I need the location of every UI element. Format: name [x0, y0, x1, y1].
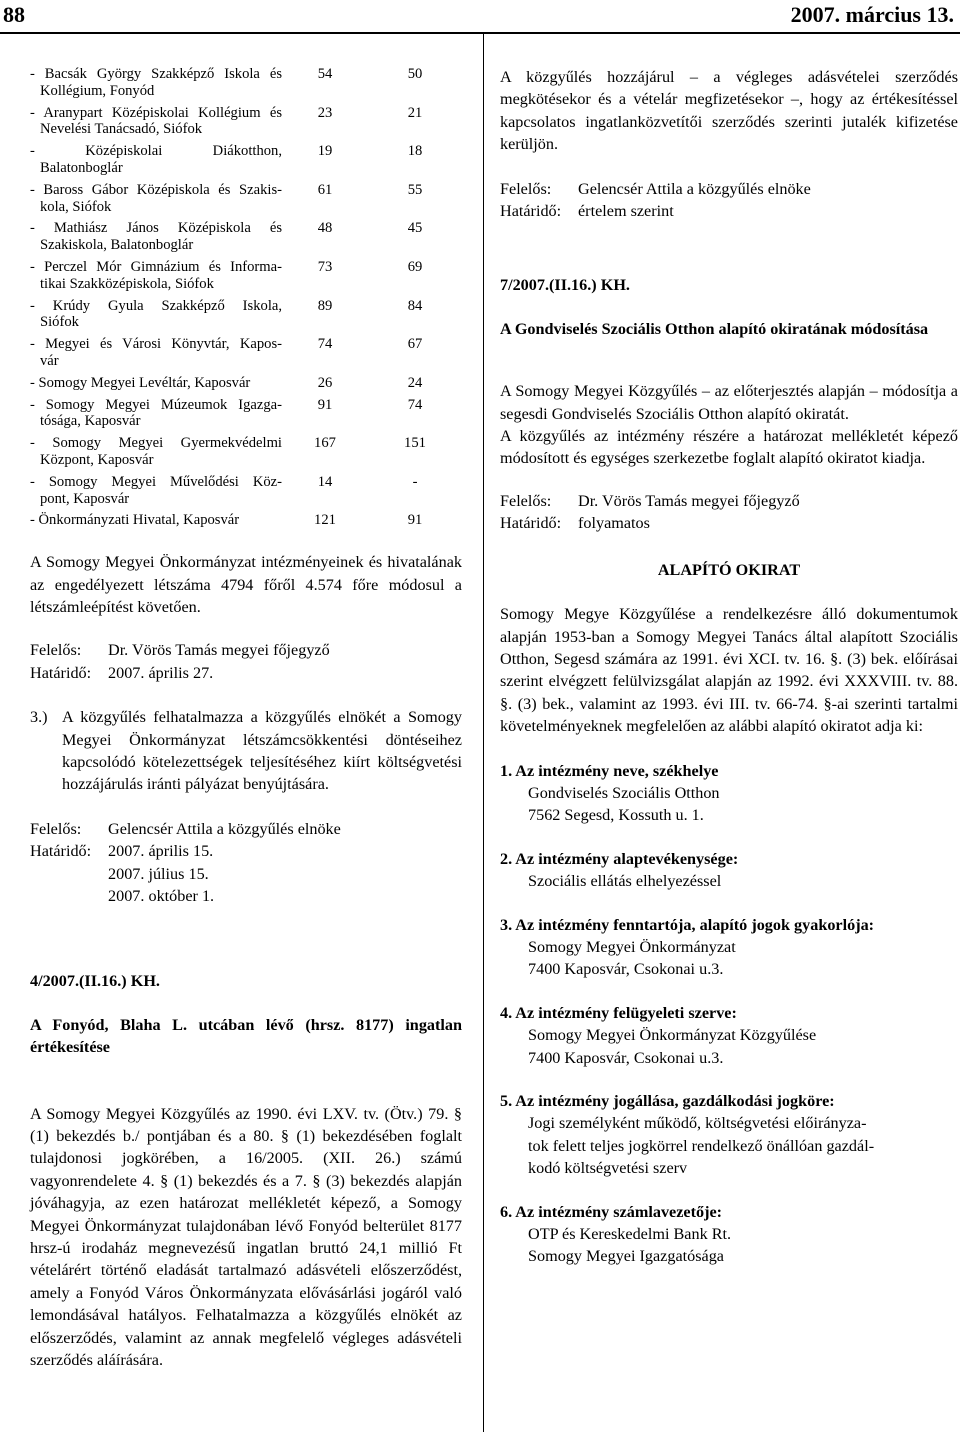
staff-value-after: 67 — [407, 336, 423, 353]
institution-name-line: Balatonboglár — [40, 159, 123, 176]
charter-section-line: 7562 Segesd, Kossuth u. 1. — [528, 806, 704, 825]
left-column — [30, 66, 462, 1372]
responsible-value: Dr. Vörös Tamás megyei főjegyző — [108, 641, 330, 660]
charter-section-line: 7400 Kaposvár, Csokonai u.3. — [528, 960, 724, 979]
charter-section-line: Szociális ellátás elhelyezéssel — [528, 872, 722, 891]
issue-paragraph: A közgyűlés az intézmény részére a határozat mellékletét képező módosított és egységes szerkezetbe foglalt alapító okiratot kiadja. — [500, 427, 958, 468]
institution-name-line: kola, Siófok — [40, 198, 112, 215]
staff-value-before: 61 — [317, 181, 333, 198]
responsible-label: Felelős: — [500, 491, 552, 510]
staff-value-after: 69 — [407, 258, 423, 275]
charter-section-title: 2. Az intézmény alaptevékenysége: — [500, 849, 739, 868]
page-number: 88 — [3, 2, 25, 27]
institution-name — [30, 474, 282, 508]
responsible-block-2 — [30, 818, 462, 908]
staff-value-before: 26 — [317, 374, 333, 391]
responsible-block-3 — [500, 178, 958, 223]
institution-name-line: - Perczel Mór Gimnázium és Informa- — [30, 258, 282, 275]
responsible-label: Felelős: — [30, 641, 82, 660]
charter-section — [500, 1090, 958, 1180]
commission-paragraph: A közgyűlés hozzájárul – a végleges adásvételei szerződés megkötésekor és a vételár megfizetésekor –, hogy az értékesítéssel kapcsolatos ingatlanközvetítői szerződés szerinti jutalék kifizetése kerüljön. — [500, 68, 958, 154]
staff-paragraph: A Somogy Megyei Önkormányzat intézményeinek és hivatalának az engedélyezett létszáma 4794 főről 4.574 főre módosul a létszámleépítést követően. — [30, 553, 462, 616]
institution-name-line: - Aranypart Középiskolai Kollégium és — [30, 104, 282, 121]
institution-name-line: - Önkormányzati Hivatal, Kaposvár — [30, 512, 240, 529]
staff-value-after: 55 — [407, 181, 423, 198]
charter-sections — [500, 760, 958, 1268]
responsible-value: Gelencsér Attila a közgyűlés elnöke — [578, 179, 811, 198]
institution-staff-table — [30, 66, 462, 529]
staff-value-after: 74 — [407, 396, 423, 413]
charter-section-line: Somogy Megyei Önkormányzat — [528, 937, 736, 956]
institution-name — [30, 435, 282, 469]
column-divider — [483, 33, 484, 1432]
charter-section — [500, 1201, 958, 1268]
deadline-label: Határidő: — [500, 202, 562, 221]
header-rule — [0, 32, 960, 34]
institution-name-line: Kollégium, Fonyód — [40, 82, 155, 99]
staff-value-before: 89 — [317, 297, 333, 314]
table-row — [30, 66, 462, 100]
institution-name — [30, 512, 282, 529]
staff-value-before: 54 — [317, 66, 333, 82]
institution-name — [30, 143, 282, 177]
page-header — [0, 0, 960, 34]
staff-value-after: 18 — [407, 143, 423, 160]
institution-name — [30, 66, 282, 100]
charter-section — [500, 914, 958, 981]
charter-section-line: kodó költségvetési szerv — [528, 1159, 688, 1178]
table-row — [30, 512, 462, 529]
institution-name-line: - Somogy Megyei Levéltár, Kaposvár — [30, 374, 251, 391]
institution-name-line: - Somogy Megyei Gyermekvédelmi — [30, 435, 282, 452]
institution-name-line: Központ, Kaposvár — [40, 451, 154, 468]
charter-section-line: 7400 Kaposvár, Csokonai u.3. — [528, 1048, 724, 1067]
table-row — [30, 397, 462, 431]
item-text: A közgyűlés felhatalmazza a közgyűlés elnökét a Somogy Megyei Önkormányzat létszámcsökkentési döntéseihez kapcsolódó kötelezettségek teljesítéséhez kiírt költségvetési hozzájárulás iránti pályázat benyújtására. — [62, 708, 462, 794]
charter-section-title: 3. Az intézmény fenntartója, alapító jogok gyakorlója: — [500, 915, 875, 934]
charter-section-line: Gondviselés Szociális Otthon — [528, 783, 720, 802]
staff-value-after: 84 — [407, 297, 423, 314]
charter-section-line: OTP és Kereskedelmi Bank Rt. — [528, 1225, 732, 1244]
institution-name — [30, 182, 282, 216]
institution-name-line: Siófok — [40, 314, 79, 331]
institution-name-line: - Krúdy Gyula Szakképző Iskola, — [30, 297, 282, 314]
deadline-value: értelem szerint — [578, 202, 674, 221]
decision-text: A Somogy Megyei Közgyűlés az 1990. évi LXV. tv. (Ötv.) 79. § (1) bekezdés b./ pontjában és a 80. § (1) bekezdésében foglalt tulajdonosi jogkörében, a 16/2005. (XII. 26.) számú vagyonrendelete 4. § (1) bekezdés és a 7. § (3) bekezdés alapján jóváhagyja, az ezen határozat mellékletét képező, a Somogy Megyei Önkormányzat tulajdonában lévő Fonyód belterület 8177 hrsz-ú irodaház megnevezésű ingatlan bruttó 24,1 millió Ft vételárért történő eladását tartalmazó adásvételi előszerződést, amely a Fonyód Város Önkormányzata elővásárlási jogáról való lemondásával hatályos. Felhatalmazza a közgyűlés elnökét az előszerződés, valamint az annak megfelelő végleges adásvételi szerződés aláírására. — [30, 1104, 462, 1370]
institution-name — [30, 220, 282, 254]
staff-value-before: 74 — [317, 336, 333, 353]
institution-name — [30, 397, 282, 431]
institution-name — [30, 259, 282, 293]
institution-name-line: tikai Szakközépiskola, Siófok — [40, 275, 214, 292]
institution-name-line: Nevelési Tanácsadó, Siófok — [40, 121, 203, 138]
charter-section-title: 1. Az intézmény neve, székhelye — [500, 761, 719, 780]
charter-title: ALAPÍTÓ OKIRAT — [657, 560, 801, 579]
charter-section-title: 5. Az intézmény jogállása, gazdálkodási jogköre: — [500, 1092, 835, 1110]
institution-name-line: - Bacsák György Szakképző Iskola és — [30, 66, 282, 82]
item-number: 3.) — [30, 708, 48, 727]
table-row — [30, 474, 462, 508]
table-row — [30, 220, 462, 254]
responsible-block-4 — [500, 490, 958, 535]
staff-value-after: 91 — [407, 512, 423, 529]
responsible-value: Dr. Vörös Tamás megyei főjegyző — [578, 491, 800, 510]
staff-value-after: 45 — [407, 220, 423, 237]
table-row — [30, 182, 462, 216]
resolution-item-3 — [30, 706, 462, 796]
institution-name — [30, 336, 282, 370]
deadline-label: Határidő: — [30, 842, 92, 861]
charter-section — [500, 848, 958, 893]
institution-name-line: vár — [40, 352, 59, 369]
right-column — [500, 66, 958, 1268]
deadline-value-2: 2007. július 15. — [108, 864, 209, 883]
institution-name-line: - Megyei és Városi Könyvtár, Kapos- — [30, 336, 282, 353]
institution-name-line: Szakiskola, Balatonboglár — [40, 237, 194, 254]
institution-name-line: - Középiskolai Diákotthon, — [30, 143, 282, 160]
charter-section — [500, 1002, 958, 1069]
table-row — [30, 105, 462, 139]
institution-name — [30, 375, 282, 392]
staff-value-before: 167 — [314, 435, 336, 452]
responsible-label: Felelős: — [30, 819, 82, 838]
charter-section-line: Somogy Megyei Igazgatósága — [528, 1247, 724, 1266]
staff-value-before: 73 — [317, 258, 333, 275]
decision-number: 7/2007.(II.16.) KH. — [500, 276, 630, 295]
decision-number: 4/2007.(II.16.) KH. — [30, 972, 160, 991]
staff-value-before: 19 — [317, 143, 333, 160]
staff-value-before: 91 — [317, 396, 333, 413]
deadline-value: 2007. április 27. — [108, 663, 214, 682]
table-row — [30, 259, 462, 293]
table-row — [30, 435, 462, 469]
charter-section-title: 6. Az intézmény számlavezetője: — [500, 1202, 723, 1221]
decision-title: A Fonyód, Blaha L. utcában lévő (hrsz. 8177) ingatlan értékesítése — [30, 1015, 462, 1057]
institution-name — [30, 105, 282, 139]
staff-value-before: 48 — [317, 220, 333, 237]
institution-name-line: pont, Kaposvár — [40, 490, 130, 507]
responsible-block-1 — [30, 639, 462, 684]
deadline-label: Határidő: — [500, 514, 562, 533]
table-row — [30, 143, 462, 177]
charter-section-line: Somogy Megyei Önkormányzat Közgyűlése — [528, 1026, 817, 1045]
staff-value-after: 21 — [407, 104, 423, 121]
issue-date: 2007. március 13. — [790, 2, 954, 27]
staff-value-before: 121 — [314, 512, 336, 529]
modification-paragraph: A Somogy Megyei Közgyűlés – az előterjesztés alapján – módosítja a segesdi Gondviselés Szociális Otthon alapító okiratát. — [500, 382, 958, 423]
staff-value-after: - — [412, 473, 418, 490]
institution-name-line: - Baross Gábor Középiskola és Szakis- — [30, 181, 282, 198]
charter-section-line: tok felett teljes jogkörrel rendelkező önállóan gazdál- — [528, 1136, 875, 1155]
decision-title: A Gondviselés Szociális Otthon alapító okiratának módosítása — [500, 319, 929, 338]
charter-intro: Somogy Megye Közgyűlése a rendelkezésre álló dokumentumok alapján 1953-ban a Somogy Megyei Tanács által alapított Szociális Otthon, Segesd számára az 1991. évi XCI. tv. 16. §. (3) bek. előírásai szerint elvégzett felülvizsgálat alapján az 1992. évi XXXVIII. tv. 88. §. (3) bek., valamint az 1993. évi III. tv. 66-74. §-ai szerinti tartalmi követelményeknek megfelelően az alábbi alapító okiratot adja ki: — [500, 605, 958, 736]
staff-value-after: 151 — [404, 435, 426, 452]
charter-section — [500, 760, 958, 827]
table-row — [30, 298, 462, 332]
staff-value-before: 23 — [317, 104, 333, 121]
institution-name-line: - Somogy Megyei Művelődési Köz- — [30, 473, 282, 490]
deadline-label: Határidő: — [30, 663, 92, 682]
deadline-value: folyamatos — [578, 514, 650, 533]
institution-name-line: - Somogy Megyei Múzeumok Igazga- — [30, 396, 282, 413]
institution-name — [30, 298, 282, 332]
responsible-label: Felelős: — [500, 179, 552, 198]
staff-value-after: 24 — [407, 374, 423, 391]
staff-value-after: 50 — [407, 66, 423, 82]
table-row — [30, 375, 462, 392]
table-row — [30, 336, 462, 370]
staff-value-before: 14 — [317, 473, 333, 490]
institution-name-line: tósága, Kaposvár — [40, 413, 141, 430]
deadline-value-3: 2007. október 1. — [108, 887, 215, 905]
charter-section-title: 4. Az intézmény felügyeleti szerve: — [500, 1003, 737, 1022]
institution-name-line: - Mathiász János Középiskola és — [30, 220, 282, 237]
charter-section-line: Jogi személyként működő, költségvetési előirányza- — [528, 1114, 867, 1133]
deadline-value-1: 2007. április 15. — [108, 842, 214, 861]
responsible-value: Gelencsér Attila a közgyűlés elnöke — [108, 819, 341, 838]
